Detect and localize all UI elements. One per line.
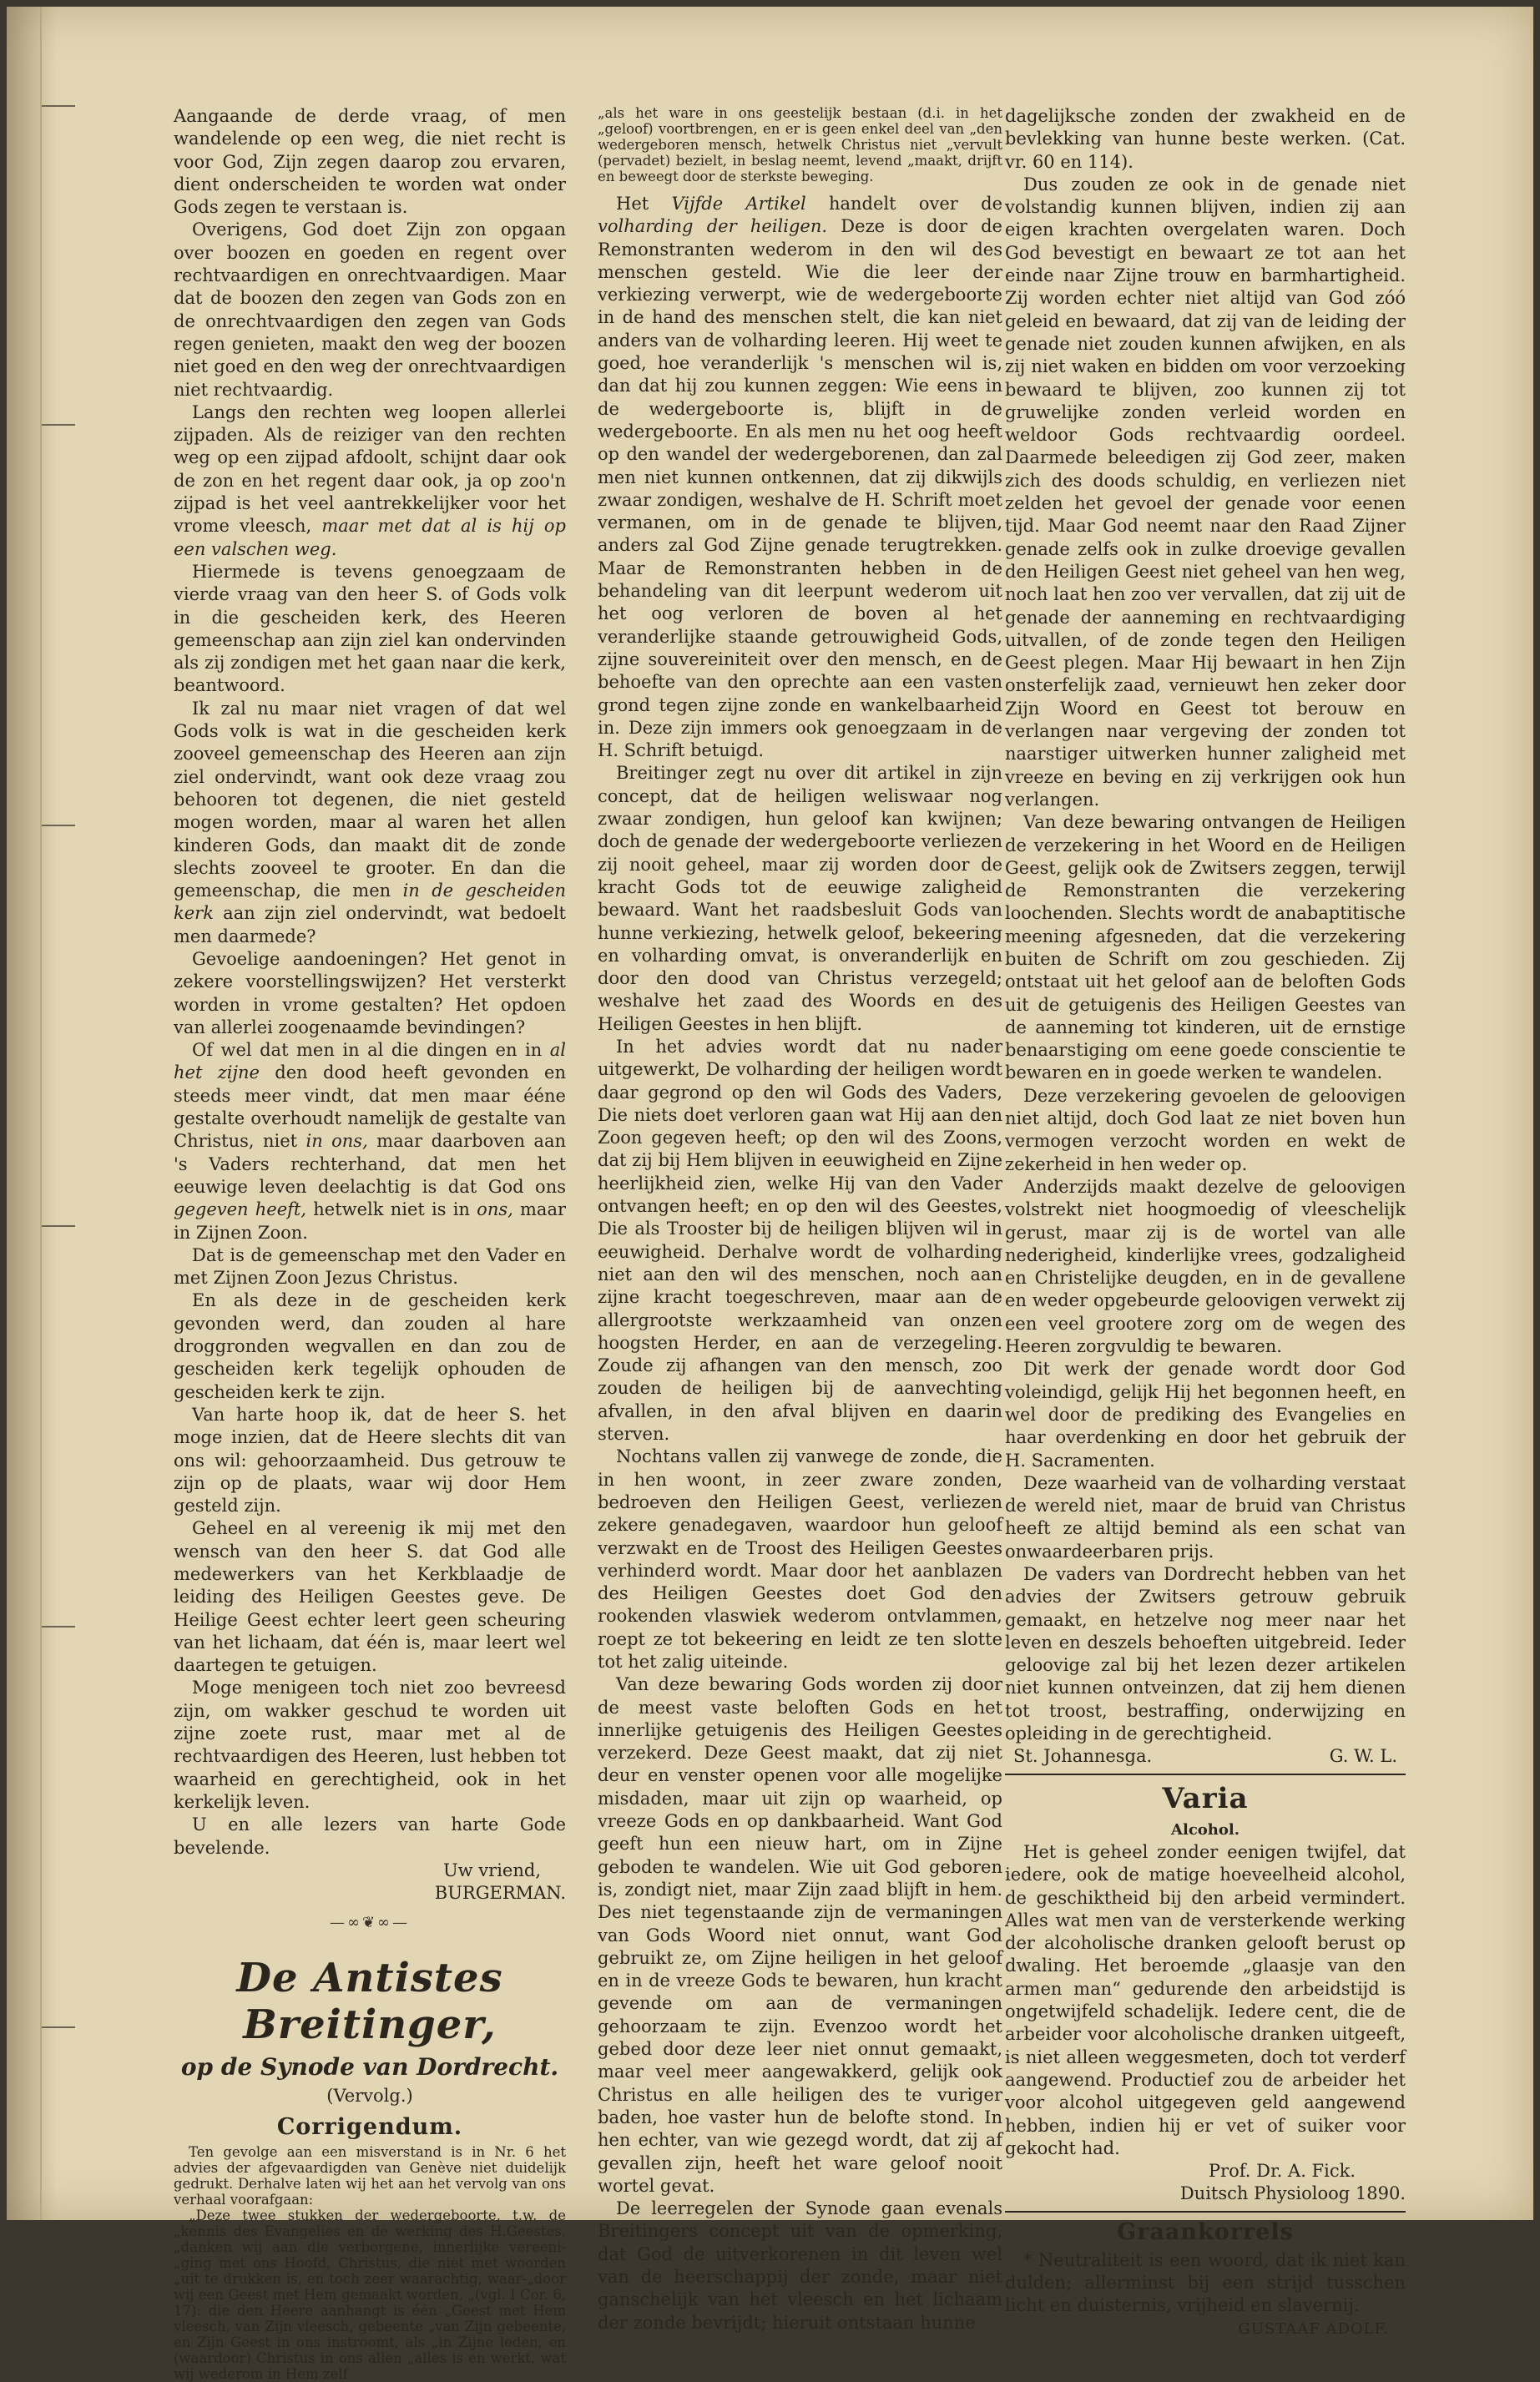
paragraph: Van harte hoop ik, dat de heer S. het moge inzien, dat de Heere slechts dit van ons wil: gehoorzaamheid. Dus getrouw te zijn op de plaats, waar wij door Hem gesteld zijn.	[174, 1404, 566, 1517]
paragraph: De leerregelen der Synode gaan evenals Breitingers concept uit van de opmerking, dat God de uitverkorenen in dit leven wel van de heerschappij der zonde, maar niet ganschelijk van het vleesch en het lichaam der zonde bevrijdt; hieruit ontstaan hunne	[598, 2198, 1002, 2333]
newspaper-page	[7, 7, 1533, 2382]
text-run: maar in Zijnen Zoon.	[174, 1199, 566, 1243]
signature-row	[1005, 1745, 1406, 1768]
paragraph: Deze verzekering gevoelen de geloovigen niet altijd, doch God laat ze niet boven hun vermogen verzocht worden en wekt de zekerheid in hen weder op.	[1005, 1085, 1406, 1174]
emphasis: ons,	[477, 1199, 513, 1220]
margin-tick	[42, 105, 75, 107]
binding-shadow	[7, 7, 57, 2220]
margin-tick	[42, 825, 75, 826]
emphasis: Vijfde Artikel	[671, 194, 806, 214]
margin-tick	[42, 1225, 75, 1227]
emphasis: maar met dat al is hij op een valschen weg.	[174, 516, 566, 559]
text-run: den dood heeft gevonden en steeds meer vindt, dat men maar ééne gestalte overhoudt namelijk de gestalte van Christus, niet	[174, 1062, 566, 1152]
quote: „Deze twee stukken der wedergeboorte, t.w. de „kennis des Evangelies en de werking des H.Geestes, „danken wij aan die verborgene, innerlijke vereeni-„ging met ons Hoofd, Christus, die niet met woorden „uit te drukken is, en toch zeer waarachtig, waar-„door wij een Geest met Hem gemaakt worden, „(vgl. I Cor. 6, 17): die den Heere aanhangt is één „Geest met Hem vleesch, van Zijn vleesch, gebeente „van Zijn gebeente, en Zijn Geest in ons instroomt, als „in Zijne leden, en (waardoor) Christus in ons allen „alles is en werkt, wat wij wederom in Hem zelf	[174, 2208, 566, 2382]
paragraph: Breitinger zegt nu over dit artikel in zijn concept, dat de heiligen weliswaar nog zwaar zondigen, hun geloof kan kwijnen; doch de genade der wedergeboorte verliezen zij nooit geheel, maar zij worden door de kracht Gods tot de eeuwige zaligheid bewaard. Want het raadsbesluit Gods van hunne verkiezing, hetwelk geloof, bekeering en volharding omvat, is onveranderlijk en door den dood van Christus verzegeld; weshalve het zaad des Woords en des Heiligen Geestes in hen blijft.	[598, 763, 1002, 1034]
margin-tick	[42, 1626, 75, 1628]
author: Prof. Dr. A. Fick.	[1208, 2161, 1356, 2182]
signature: BURGERMAN.	[434, 1883, 566, 1904]
paragraph: Aangaande de derde vraag, of men wandelende op een weg, die niet recht is voor God, Zijn zegen daarop zou ervaren, dient onderscheiden te worden wat onder Gods zegen te verstaan is.	[174, 106, 566, 218]
paragraph: Geheel en al vereenig ik mij met den wensch van den heer S. dat God alle medewerkers van het Kerkblaadje de leiding des Heiligen Geestes geve. De Heilige Geest echter leert geen scheuring van het lichaam, dat één is, maar leert wel daartegen te getuigen.	[174, 1518, 566, 1676]
emphasis: in de gescheiden kerk	[174, 881, 567, 924]
ornament-divider: —∞❦∞—	[329, 1914, 411, 1932]
article-subtitle: op de Synode van Dordrecht.	[180, 2052, 559, 2081]
paragraph	[174, 1039, 566, 1244]
corrigendum-text: Ten gevolge aan een misverstand is in Nr. 6 het advies der afgevaardigden van Genève niet duidelijk gedrukt. Derhalve laten wij het aan het vervolg van ons verhaal voorafgaan:	[174, 2144, 566, 2208]
paragraph: dagelijksche zonden der zwakheid en de bevlekking van hunne beste werken. (Cat. vr. 60 en 114).	[1005, 106, 1406, 172]
place: St. Johannesga.	[1013, 1746, 1153, 1767]
divider	[1005, 2211, 1406, 2213]
text-run: Ik zal nu maar niet vragen of dat wel Gods volk is wat in die gescheiden kerk zooveel gemeenschap des Heeren aan zijn ziel ondervindt, want ook deze vraag zou behooren tot degenen, die niet gesteld mogen worden, maar al waren het allen kinderen Gods, dan maakt dit de zonde slechts zooveel te grooter. En dan die gemeenschap, die men	[174, 698, 566, 901]
quote-continued	[598, 105, 1002, 184]
text-run: Deze is door de Remonstranten wederom in den wil des menschen gesteld. Wie die leer der verkiezing verwerpt, wie de wedergeboorte in de hand des menschen stelt, die kan niet anders van de volharding leeren. Hij weet te goed, hoe veranderlijk 's menschen wil is, dan dat hij zou kunnen zeggen: Wie eens in de wedergeboorte is, blijft in de wedergeboorte. En als men nu het oog heeft op den wandel der wedergeborenen, dan zal men niet kunnen ontkennen, dat zij dikwijls zwaar zondigen, weshalve de H. Schrift moet vermanen, om in de genade te blijven, anders zal God Zijne genade terugtrekken. Maar de Remonstranten hebben in de behandeling van dit leerpunt wederom uit het oog verloren de boven al het veranderlijke staande getrouwigheid Gods, zijne souvereiniteit over den mensch, en de behoefte van den oprechte aan een vasten grond tegen zijne zonde en wankelbaarheid in. Deze zijn immers ook genoegzaam in de H. Schrift betuigd.	[598, 216, 1002, 761]
closing: Uw vriend,	[442, 1860, 541, 1880]
continued-label: (Vervolg.)	[326, 2085, 413, 2106]
corrigendum-heading: Corrigendum.	[276, 2114, 463, 2141]
paragraph	[598, 193, 1002, 762]
paragraph: Hiermede is tevens genoegzaam de vierde vraag van den heer S. of Gods volk in die gescheiden kerk, des Heeren gemeenschap aan zijn ziel kan ondervinden als zij zondigen met het gaan naar die kerk, beantwoord.	[174, 561, 566, 696]
varia-heading: Varia	[1162, 1781, 1249, 1815]
paragraph: Anderzijds maakt dezelve de geloovigen volstrekt niet hoogmoedig of vleeschelijk gerust, maar zij is de wortel van alle nederigheid, kinderlijke vrees, godzaligheid en Christelijke deugden, en in de gevallene en weder opgebeurde geloovigen verwekt zij een veel grootere zorg om de wegen des Heeren zorgvuldig te bewaren.	[1005, 1176, 1406, 1357]
text-run: handelt over de	[805, 194, 1003, 214]
paragraph: Van deze bewaring Gods worden zij door de meest vaste beloften Gods en het innerlijke getuigenis des Heiligen Geestes verzekerd. Deze Geest maakt, dat zij niet deur en venster openen voor alle mogelijke misdaden, maar uit zijn op waarheid, op vreeze Gods en op dankbaarheid. Want God geeft hun een nieuw hart, om in Zijne geboden te wandelen. Wie uit God geboren is, zondigt niet, maar Zijn zaad blijft in hem. Des niet tegenstaande zijn de vermaningen van Gods Woord niet onnut, want God gebruikt ze, om Zijne heiligen in het geloof en in de vreeze Gods te bewaren, hun kracht gevende om aan de vermaningen gehoorzaam te zijn. Evenzoo wordt het gebed door deze leer niet onnut gemaakt, maar veel meer aangewakkerd, gelijk ook Christus en alle heiligen des te vuriger baden, hoe vaster hun de belofte stond. In hen echter, van wie gezegd wordt, dat zij af gevallen zijn, heeft het ware geloof nooit wortel gevat.	[598, 1674, 1002, 2196]
text-run: hetwelk niet is in	[306, 1199, 477, 1220]
article-title: De Antistes Breitinger,	[236, 1954, 503, 2048]
paragraph: Dus zouden ze ook in de genade niet volstandig kunnen blijven, indien zij aan eigen krachten overgelaten waren. Doch God bevestigt en bewaart ze tot aan het einde naar Zijne trouw en barmhartigheid. Zij worden echter niet altijd van God zóó geleid en bewaard, dat zij van de leiding der genade niet zouden kunnen afwijken, en als zij niet waken en bidden om voor verzoeking bewaard te blijven, zoo kunnen zij tot gruwelijke zonden verleid worden en weldoor Gods rechtvaardig oordeel. Daarmede beleedigen zij God zeer, maken zich des doods schuldig, en verliezen niet zelden het gevoel der genade voor eenen tijd. Maar God neemt naar den Raad Zijner genade zelfs ook in zulke droevige gevallen den Heiligen Geest niet geheel van hen weg, noch laat hen zoo ver vervallen, dat zij uit de genade der aanneming en rechtvaardiging uitvallen, of de zonde tegen den Heiligen Geest plegen. Maar Hij bewaart in hen Zijn onsterfelijk zaad, vernieuwt hen zeker door Zijn Woord en Geest tot berouw en verlangen naar vergeving der zonden tot naarstiger uitwerken hunner zaligheid met vreeze en beving en zij verkrijgen ook hun verlangen.	[1005, 174, 1406, 810]
paragraph: Dit werk der genade wordt door God voleindigd, gelijk Hij het begonnen heeft, en wel door de prediking des Evangelies en haar overdenking en door het gebruik der H. Sacramenten.	[1005, 1359, 1406, 1471]
paragraph: * Neutraliteit is een woord, dat ik niet kan dulden; allerminst bij een strijd tusschen licht en duisternis, vrijheid en slavernij.	[1005, 2249, 1406, 2316]
text-run: aan zijn ziel ondervindt, wat bedoelt men daarmede?	[174, 903, 566, 946]
emphasis: gegeven heeft,	[174, 1199, 307, 1220]
author-source: Duitsch Physioloog 1890.	[1179, 2183, 1406, 2204]
graankorrels-heading: Graankorrels	[1117, 2218, 1294, 2245]
fold-line	[40, 7, 42, 2220]
emphasis: al het zijne	[174, 1040, 566, 1083]
paragraph: En als deze in de gescheiden kerk gevonden werd, dan zouden al hare droggronden wegvallen en dan zou de gescheiden kerk tegelijk ophouden de gescheiden kerk te zijn.	[174, 1290, 566, 1402]
emphasis: in ons,	[305, 1131, 368, 1152]
paragraph: De vaders van Dordrecht hebben van het advies der Zwitsers getrouw gebruik gemaakt, en hetzelve nog meer naar het leven en deszels behoeften uitgebreid. Ieder geloovige zal bij het lezen dezer artikelen niet kunnen ontveinzen, dat zij hem dienen tot troost, bestraffing, onderwijzing en opleiding in de gerechtigheid.	[1005, 1564, 1406, 1744]
paragraph: Dat is de gemeenschap met den Vader en met Zijnen Zoon Jezus Christus.	[174, 1244, 566, 1289]
paragraph: Het is geheel zonder eenigen twijfel, dat iedere, ook de matige hoeveelheid alcohol, de geschiktheid bij den arbeid vermindert. Alles wat men van de versterkende werking der alcoholische dranken gelooft berust op dwaling. Het beroemde „glaasje van den armen man“ gedurende den arbeidstijd is ongetwijfeld schadelijk. Iedere cent, die de arbeider voor alcoholische dranken uitgeeft, is niet alleen weggesmeten, doch tot verderf aangewend. Productief zou de arbeider het voor alcohol uitgegeven geld aangewend hebben, indien hij er vet of suiker voor gekocht had.	[1005, 1841, 1406, 2158]
paragraph	[174, 401, 566, 561]
paragraph: Gevoelige aandoeningen? Het genot in zekere voorstellingswijzen? Het versterkt worden in vrome gestalten? Het opdoen van allerlei zoogenaamde bevindingen?	[174, 948, 566, 1037]
column-left	[174, 105, 566, 2382]
column-middle	[598, 105, 1002, 2334]
text-run: Of wel dat men in al die dingen en in	[192, 1040, 550, 1061]
quote: „als het ware in ons geestelijk bestaan (d.i. in het „geloof) voortbrengen, en er is geen enkel deel van „den wedergeboren mensch, hetwelk Christus niet „vervult (pervadet) bezielt, in beslag neemt, levend „maakt, drijft en beweegt door de sterkste beweging.	[598, 105, 1002, 184]
paragraph: Moge menigeen toch niet zoo bevreesd zijn, om wakker geschud te worden uit zijne zoete rust, maar met al de rechtvaardigen des Heeren, lust hebben tot waarheid en gerechtigheid, ook in het kerkelijk leven.	[174, 1678, 566, 1812]
column-right	[1005, 105, 1406, 2340]
margin-tick	[42, 2026, 75, 2028]
paragraph: U en alle lezers van harte Gode bevelende.	[174, 1814, 566, 1858]
paragraph	[174, 698, 566, 948]
text-run: Langs den rechten weg loopen allerlei zijpaden. Als de reiziger van den rechten weg op een zijpad afdoolt, schijnt daar ook de zon en het regent daar ook, ja op zoo'n zijpad is het veel aantrekkelijker voor het vrome vleesch,	[174, 401, 566, 537]
paragraph: Overigens, God doet Zijn zon opgaan over boozen en goeden en regent over rechtvaardigen en onrechtvaardigen. Maar dat de boozen den zegen van Gods zon en de onrechtvaardigen den zegen van Gods regen genieten, maakt den weg der boozen niet goed en den weg der onrechtvaardigen niet rechtvaardig.	[174, 220, 566, 400]
paragraph: In het advies wordt dat nu nader uitgewerkt, De volharding der heiligen wordt daar gegrond op den wil Gods des Vaders, Die niets doet verloren gaan wat Hij aan den Zoon gegeven heeft; op den wil des Zoons, dat zij bij Hem blijven in eeuwigheid en Zijne heerlijkheid zien, welke Hij van den Vader ontvangen heeft; en op den wil des Geestes, Die als Trooster bij de heiligen blijven wil in eeuwigheid. Derhalve wordt de volharding niet aan den wil des menschen, noch aan zijne kracht toegeschreven, maar aan de allergrootste werkzaamheid van onzen hoogsten Herder, en aan de verzegeling. Zoude zij afhangen van den mensch, zoo zouden de heiligen bij de aanvechting afvallen, in den afval blijven en daarin sterven.	[598, 1036, 1002, 1445]
paragraph: Deze waarheid van de volharding verstaat de wereld niet, maar de bruid van Christus heeft ze altijd bemind als een schat van onwaardeerbaren prijs.	[1005, 1472, 1406, 1562]
margin-tick	[42, 424, 75, 426]
author: GUSTAAF ADOLF.	[1238, 2319, 1389, 2338]
corrigendum-block	[174, 2144, 566, 2382]
initials: G. W. L.	[1329, 1746, 1397, 1767]
paragraph: Nochtans vallen zij vanwege de zonde, die in hen woont, in zeer zware zonden, bedroeven den Heiligen Geest, verliezen zekere genadegaven, waardoor hun geloof verzwakt en de Troost des Heiligen Geestes verhinderd wordt. Maar door het aanblazen des Heiligen Geestes doet God den rookenden vlaswiek wederom ontvlammen, roept ze tot bekeering en leidt ze ten slotte tot het zalig uiteinde.	[598, 1446, 1002, 1672]
divider	[1005, 1774, 1406, 1775]
text-run: Het	[616, 194, 672, 214]
text-run: maar daarboven aan 's Vaders rechterhand, dat men het eeuwige leven deelachtig is dat God ons	[174, 1131, 566, 1197]
alcohol-heading: Alcohol.	[1171, 1820, 1240, 1839]
emphasis: volharding der heiligen.	[598, 216, 828, 237]
paragraph: Van deze bewaring ontvangen de Heiligen de verzekering in het Woord en de Heiligen Geest, gelijk ook de Zwitsers zeggen, terwijl de Remonstranten die verzekering loochenden. Slechts wordt de anabaptitische meening afgesneden, dat die verzekering buiten de Schrift om zou geschieden. Zij ontstaat uit het geloof aan de beloften Gods uit de getuigenis des Heiligen Geestes van de aanneming tot kinderen, uit de ernstige benaarstiging om eene goede conscientie te bewaren en in goede werken te wandelen.	[1005, 812, 1406, 1083]
